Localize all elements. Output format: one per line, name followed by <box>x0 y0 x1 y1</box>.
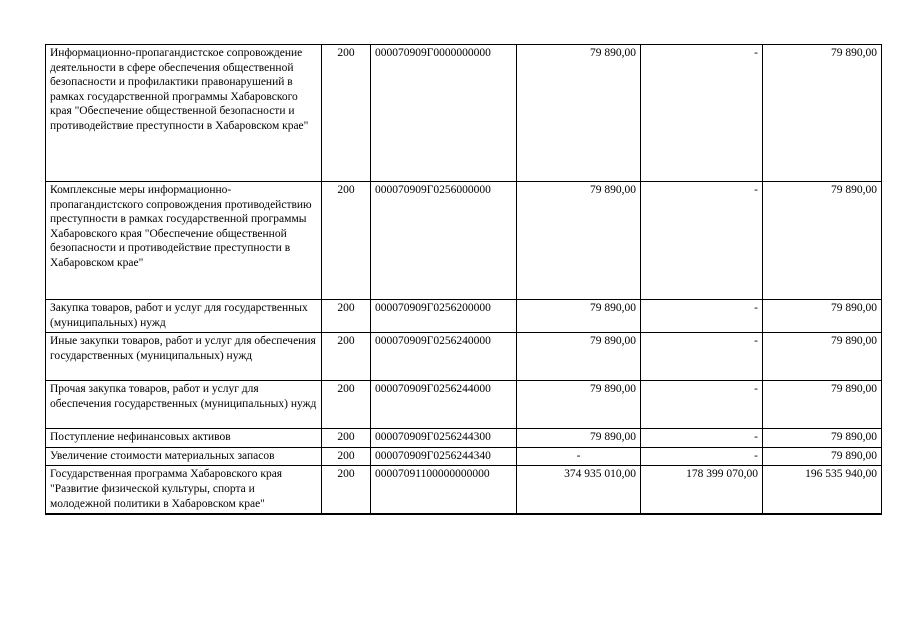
row-code-cell: 200 <box>322 333 371 381</box>
table-row <box>46 447 882 466</box>
row-name-cell: Иные закупки товаров, работ и услуг для обеспечения государственных (муниципальных) нужд <box>46 333 322 381</box>
row-unexecuted-cell: 79 890,00 <box>763 447 882 466</box>
row-executed-cell: - <box>641 333 763 381</box>
row-code-cell: 200 <box>322 182 371 300</box>
row-kbk-cell: 000070909Г0256000000 <box>371 182 517 300</box>
row-kbk-cell: 00007091100000000000 <box>371 466 517 514</box>
row-approved-cell: - <box>517 447 641 466</box>
row-kbk-cell: 000070909Г0000000000 <box>371 45 517 182</box>
row-approved-cell: 79 890,00 <box>517 45 641 182</box>
row-executed-cell: - <box>641 381 763 429</box>
row-name-cell: Увеличение стоимости материальных запасов <box>46 447 322 466</box>
row-unexecuted-cell: 79 890,00 <box>763 182 882 300</box>
row-name-cell: Закупка товаров, работ и услуг для государственных (муниципальных) нужд <box>46 300 322 333</box>
row-approved-cell: 79 890,00 <box>517 300 641 333</box>
row-code-cell: 200 <box>322 466 371 514</box>
table-row <box>46 466 882 514</box>
table-row <box>46 45 882 182</box>
row-code-cell: 200 <box>322 447 371 466</box>
row-approved-cell: 79 890,00 <box>517 182 641 300</box>
row-executed-cell: - <box>641 45 763 182</box>
table-row <box>46 182 882 300</box>
row-code-cell: 200 <box>322 381 371 429</box>
row-kbk-cell: 000070909Г0256200000 <box>371 300 517 333</box>
row-approved-cell: 79 890,00 <box>517 381 641 429</box>
row-name-cell: Государственная программа Хабаровского края "Развитие физической культуры, спорта и молодежной политики в Хабаровском крае" <box>46 466 322 514</box>
row-executed-cell: - <box>641 447 763 466</box>
table-row <box>46 429 882 448</box>
table-row <box>46 381 882 429</box>
row-executed-cell: 178 399 070,00 <box>641 466 763 514</box>
row-unexecuted-cell: 79 890,00 <box>763 381 882 429</box>
budget-execution-table <box>45 44 882 515</box>
row-approved-cell: 374 935 010,00 <box>517 466 641 514</box>
row-executed-cell: - <box>641 300 763 333</box>
table-row <box>46 300 882 333</box>
row-name-cell: Прочая закупка товаров, работ и услуг для обеспечения государственных (муниципальных) нужд <box>46 381 322 429</box>
row-kbk-cell: 000070909Г0256240000 <box>371 333 517 381</box>
row-unexecuted-cell: 79 890,00 <box>763 45 882 182</box>
row-unexecuted-cell: 79 890,00 <box>763 300 882 333</box>
row-executed-cell: - <box>641 182 763 300</box>
row-code-cell: 200 <box>322 429 371 448</box>
row-name-cell: Информационно-пропагандистское сопровождение деятельности в сфере обеспечения общественной безопасности и профилактики правонарушений в рамках государственной программы Хабаровского края "Обеспечение общественной безопасности и противодействие преступности в Хабаровском крае" <box>46 45 322 182</box>
table-row <box>46 333 882 381</box>
row-unexecuted-cell: 196 535 940,00 <box>763 466 882 514</box>
row-name-cell: Поступление нефинансовых активов <box>46 429 322 448</box>
row-kbk-cell: 000070909Г0256244300 <box>371 429 517 448</box>
row-unexecuted-cell: 79 890,00 <box>763 429 882 448</box>
row-name-cell: Комплексные меры информационно-пропагандистского сопровождения противодействию преступности в рамках государственной программы Хабаровского края "Обеспечение общественной безопасности и противодействие преступности в Хабаровском крае" <box>46 182 322 300</box>
row-approved-cell: 79 890,00 <box>517 429 641 448</box>
row-unexecuted-cell: 79 890,00 <box>763 333 882 381</box>
row-executed-cell: - <box>641 429 763 448</box>
row-kbk-cell: 000070909Г0256244000 <box>371 381 517 429</box>
row-code-cell: 200 <box>322 300 371 333</box>
row-approved-cell: 79 890,00 <box>517 333 641 381</box>
row-code-cell: 200 <box>322 45 371 182</box>
row-kbk-cell: 000070909Г0256244340 <box>371 447 517 466</box>
